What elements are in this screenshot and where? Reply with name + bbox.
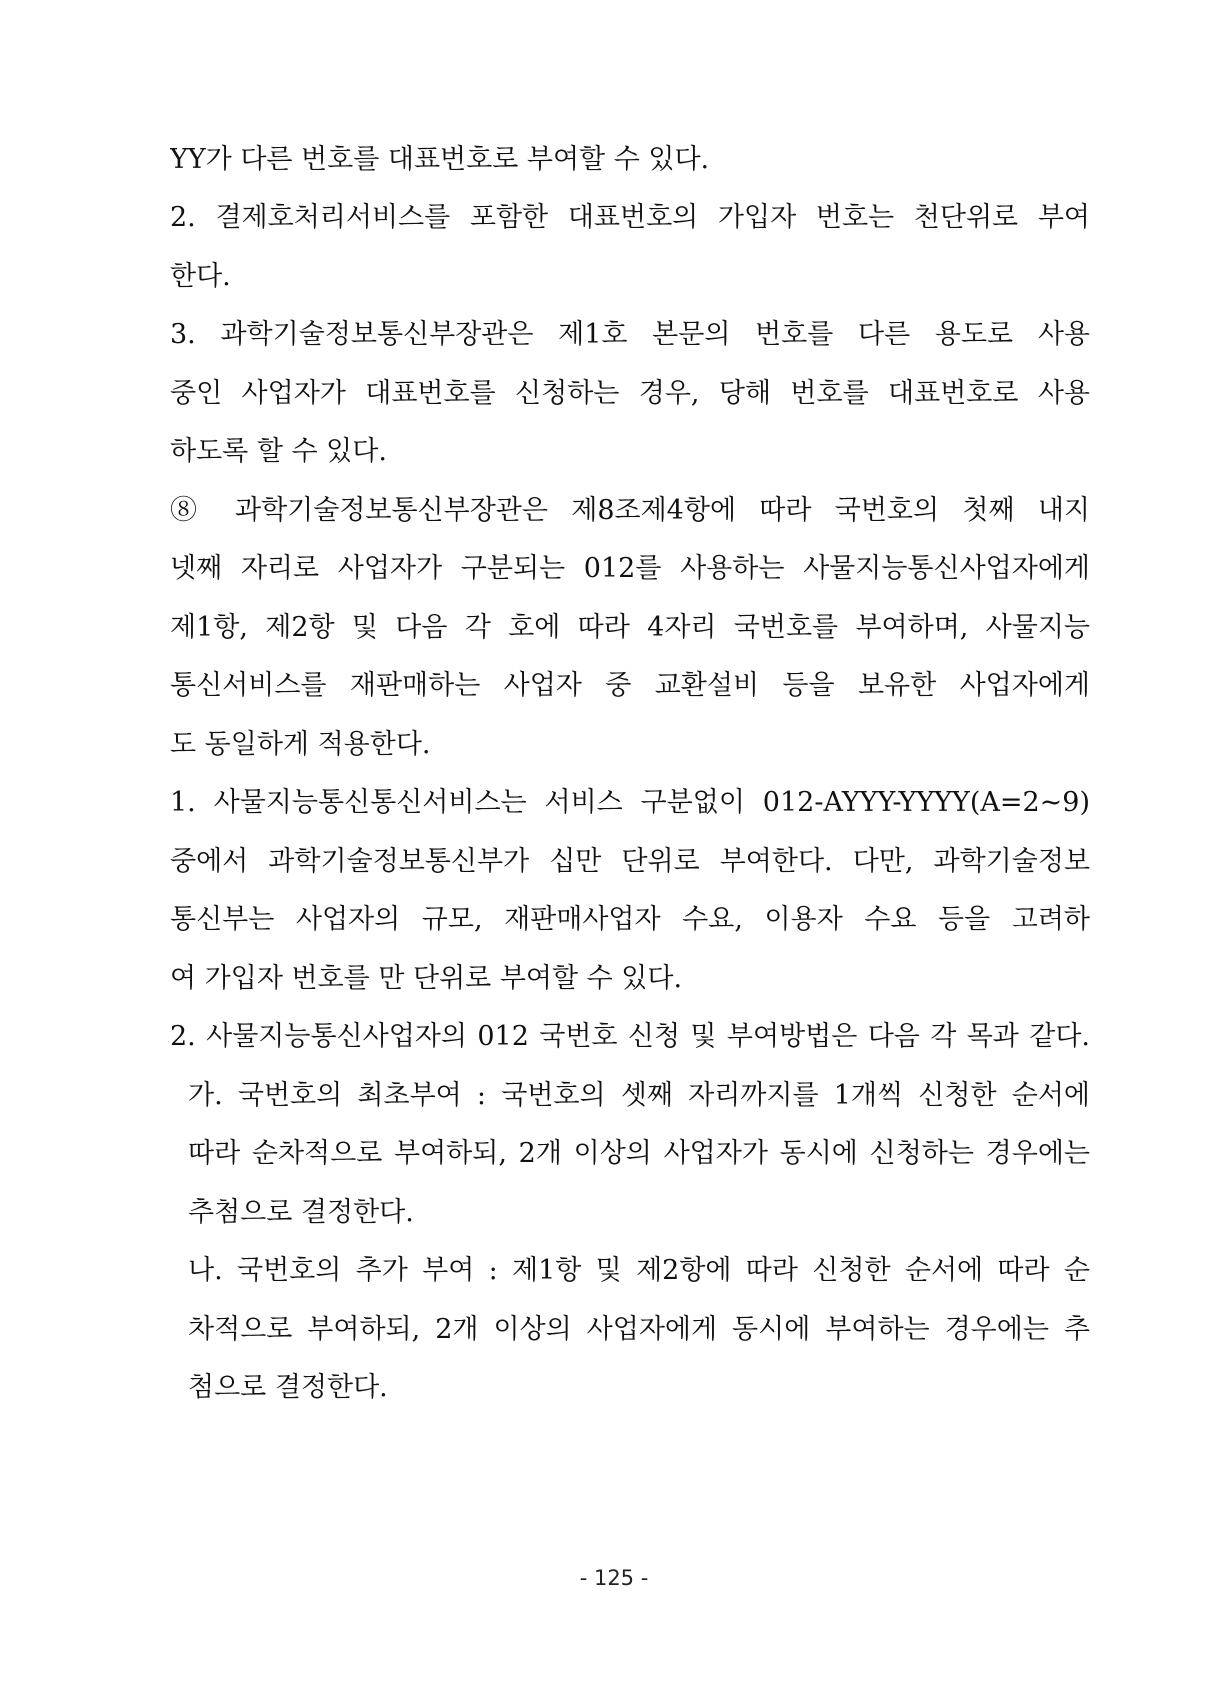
text-line: 따라 순차적으로 부여하되, 2개 이상의 사업자가 동시에 신청하는 경우에는 [188, 1138, 1090, 1169]
text-line: 중인 사업자가 대표번호를 신청하는 경우, 당해 번호를 대표번호로 사용 [170, 378, 1090, 409]
text-line: 넷째 자리로 사업자가 구분되는 012를 사용하는 사물지능통신사업자에게 [170, 553, 1090, 584]
text-line: 2. 사물지능통신사업자의 012 국번호 신청 및 부여방법은 다음 각 목과 같다. [170, 1021, 1090, 1052]
text-line: 하도록 할 수 있다. [170, 436, 387, 467]
text-line: 3. 과학기술정보통신부장관은 제1호 본문의 번호를 다른 용도로 사용 [170, 319, 1090, 350]
text-line: 차적으로 부여하되, 2개 이상의 사업자에게 동시에 부여하는 경우에는 추 [188, 1314, 1090, 1345]
text-line: 통신부는 사업자의 규모, 재판매사업자 수요, 이용자 수요 등을 고려하 [170, 904, 1090, 935]
text-line: 중에서 과학기술정보통신부가 십만 단위로 부여한다. 다만, 과학기술정보 [170, 846, 1090, 877]
text-line: 제1항, 제2항 및 다음 각 호에 따라 4자리 국번호를 부여하며, 사물지능 [170, 612, 1090, 643]
page-number: - 125 - [579, 1566, 649, 1590]
text-line: 여 가입자 번호를 만 단위로 부여할 수 있다. [170, 963, 683, 994]
text-line: 한다. [170, 261, 231, 292]
text-line: 추첨으로 결정한다. [188, 1197, 414, 1228]
text-line: ⑧ 과학기술정보통신부장관은 제8조제4항에 따라 국번호의 첫째 내지 [170, 495, 1090, 526]
text-line: YY가 다른 번호를 대표번호로 부여할 수 있다. [170, 144, 710, 175]
text-line: 나. 국번호의 추가 부여 : 제1항 및 제2항에 따라 신청한 순서에 따라 순 [188, 1255, 1090, 1286]
text-line: 1. 사물지능통신통신서비스는 서비스 구분없이 012-AYYY-YYYY(A=2~9) [170, 787, 1090, 818]
text-line: 가. 국번호의 최초부여 : 국번호의 셋째 자리까지를 1개씩 신청한 순서에 [188, 1080, 1090, 1111]
text-line: 도 동일하게 적용한다. [170, 729, 431, 760]
text-line: 2. 결제호처리서비스를 포함한 대표번호의 가입자 번호는 천단위로 부여 [170, 202, 1090, 233]
text-line: 첨으로 결정한다. [188, 1372, 388, 1403]
text-line: 통신서비스를 재판매하는 사업자 중 교환설비 등을 보유한 사업자에게 [170, 670, 1090, 701]
